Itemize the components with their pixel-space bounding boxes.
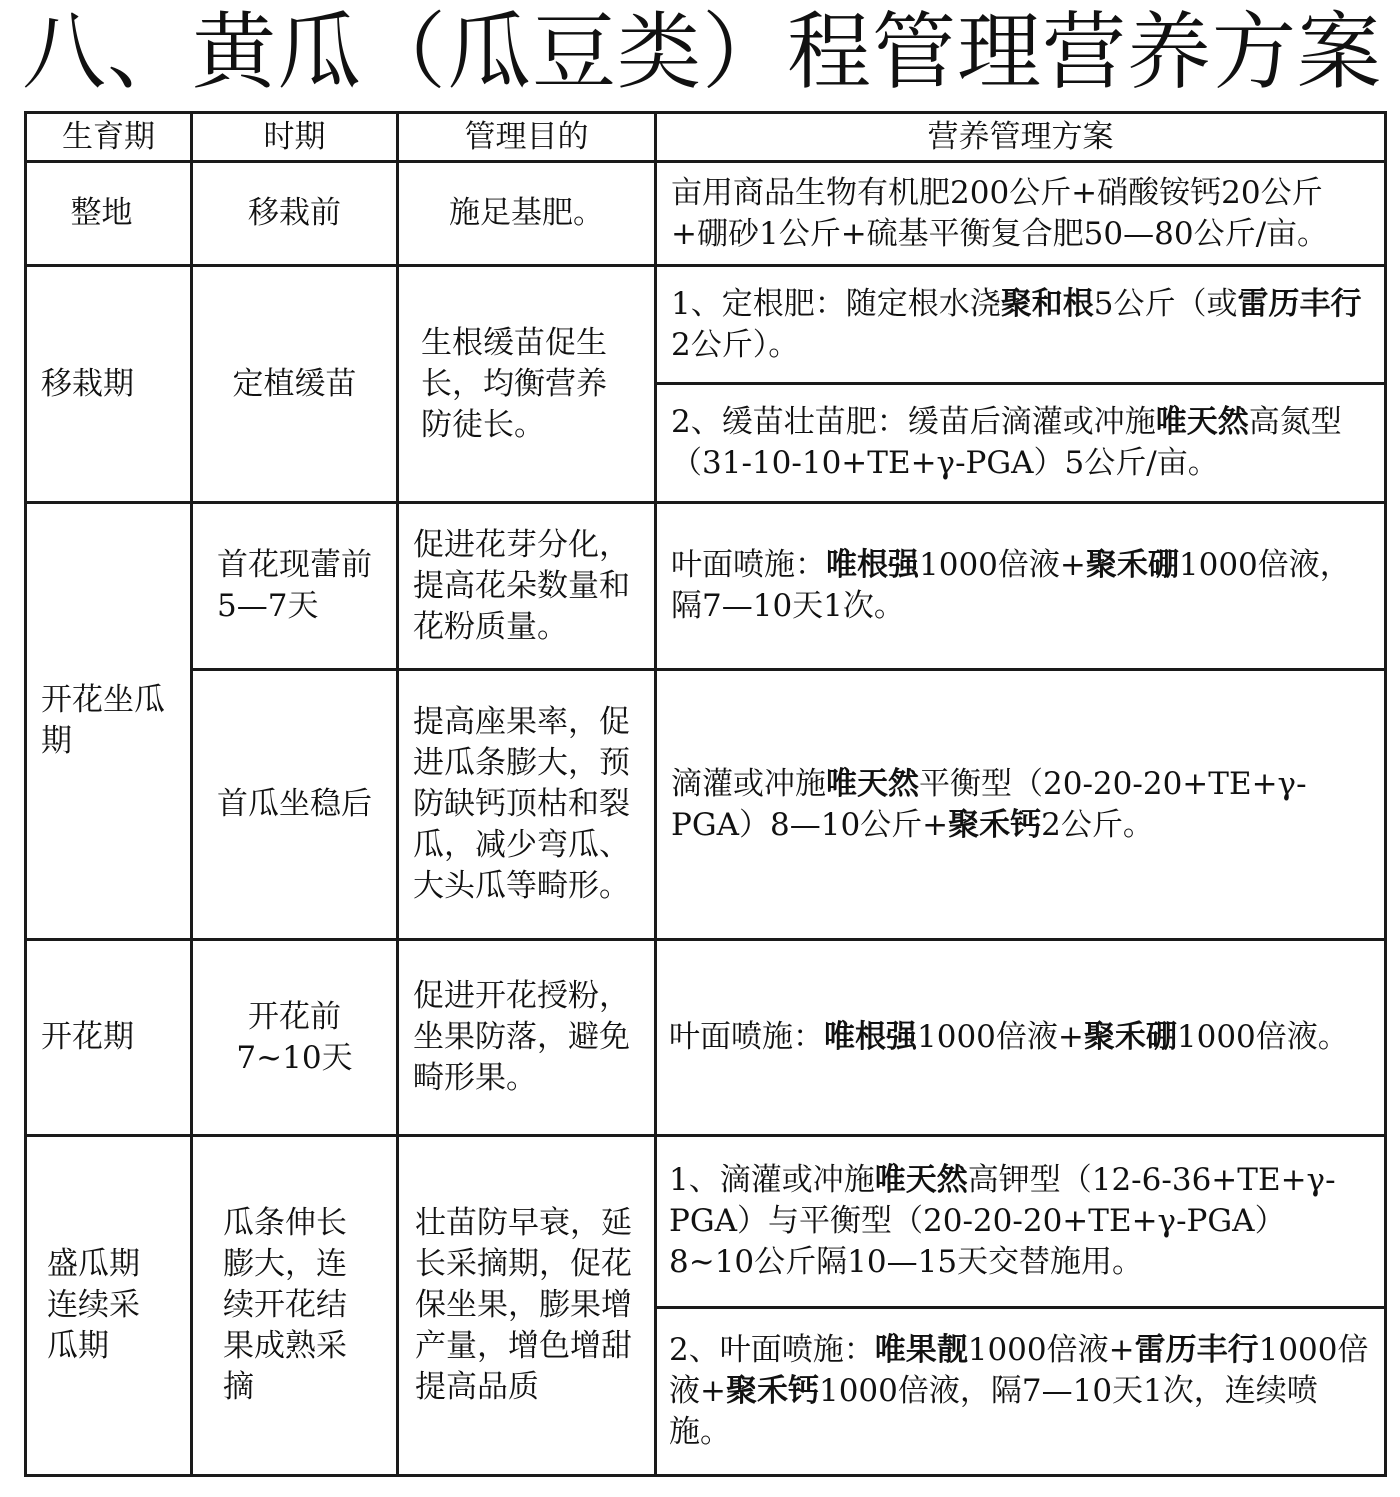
plan-text: 1、定根肥：随定根水浇 [671, 285, 1001, 322]
product-name: 聚禾硼 [1085, 547, 1179, 583]
product-name: 聚禾钙 [948, 806, 1042, 843]
plan-cell [656, 503, 1386, 670]
nutrition-plan-table [24, 111, 1387, 1477]
period-cell: 移栽前 [192, 162, 398, 266]
plan-text: 叶面喷施： [669, 1019, 824, 1055]
plan-text: 高氮型（31-10-10+TE+γ-PGA）5公斤/亩。 [671, 404, 1342, 481]
plan-cell [656, 384, 1386, 503]
header-goal: 管理目的 [398, 113, 656, 162]
goal-cell: 促进花芽分化，提高花朵数量和花粉质量。 [398, 503, 656, 670]
product-name: 唯果靓 [874, 1332, 968, 1368]
period-cell: 瓜条伸长膨大，连续开花结果成熟采摘 [192, 1136, 398, 1476]
period-cell: 首花现蕾前5—7天 [192, 503, 398, 670]
table-row [26, 1136, 1386, 1308]
plan-text: 1000倍液+ [919, 547, 1086, 583]
plan-text: 5公斤（或 [1093, 285, 1238, 322]
plan-cell [656, 940, 1386, 1136]
goal-cell: 提高座果率，促进瓜条膨大，预防缺钙顶枯和裂瓜，减少弯瓜、大头瓜等畸形。 [398, 670, 656, 940]
goal-cell: 生根缓苗促生长，均衡营养防徒长。 [398, 266, 656, 503]
plan-text: 1、滴灌或冲施 [669, 1162, 875, 1198]
stage-cell: 盛瓜期连续采瓜期 [26, 1136, 192, 1476]
product-name: 唯根强 [824, 1019, 917, 1055]
plan-text: 高钾型（12-6-36+TE+γ-PGA）与平衡型（20-20-20+TE+γ-PGA）8~10公斤隔10—15天交替施用。 [669, 1162, 1336, 1280]
stage-cell: 整地 [26, 162, 192, 266]
product-name: 唯天然 [1155, 404, 1249, 440]
plan-text: 2公斤）。 [671, 326, 800, 363]
table-row [26, 503, 1386, 670]
goal-cell: 壮苗防早衰，延长采摘期，促花保坐果，膨果增产量，增色增甜提高品质 [398, 1136, 656, 1476]
plan-cell [656, 1136, 1386, 1308]
product-name: 聚和根 [1000, 285, 1094, 322]
period-cell: 首瓜坐稳后 [192, 670, 398, 940]
plan-text: 1000倍液+ [917, 1019, 1084, 1055]
plan-cell: 亩用商品生物有机肥200公斤+硝酸铵钙20公斤+硼砂1公斤+硫基平衡复合肥50—80公斤/亩。 [656, 162, 1386, 266]
goal-cell: 施足基肥。 [398, 162, 656, 266]
plan-text: 叶面喷施： [671, 547, 826, 583]
product-name: 唯根强 [826, 547, 919, 583]
plan-text: 1000倍液，隔7—10天1次，连续喷施。 [669, 1373, 1318, 1450]
table-header-row [26, 113, 1386, 162]
plan-text: 滴灌或冲施 [671, 765, 826, 802]
product-name: 聚禾硼 [1083, 1019, 1177, 1055]
plan-cell [656, 670, 1386, 940]
table-row [26, 266, 1386, 384]
plan-text: 平衡型（20-20-20+TE+γ-PGA）8—10公斤+ [671, 765, 1307, 843]
page-title: 八、黄瓜（瓜豆类）程管理营养方案 [22, 3, 1383, 101]
plan-text: 2、缓苗壮苗肥：缓苗后滴灌或冲施 [671, 404, 1156, 440]
period-cell: 定植缓苗 [192, 266, 398, 503]
plan-text: 1000倍液+ [967, 1332, 1135, 1368]
goal-cell: 促进开花授粉，坐果防落，避免畸形果。 [398, 940, 656, 1136]
plan-text: 1000倍液+ [669, 1332, 1369, 1409]
plan-text: 2公斤。 [1041, 806, 1154, 843]
product-name: 聚禾钙 [725, 1373, 819, 1409]
product-name: 雷历丰行 [1134, 1332, 1259, 1368]
product-name: 唯天然 [874, 1162, 968, 1198]
table-row [26, 670, 1386, 940]
table-row [26, 940, 1386, 1136]
header-stage: 生育期 [26, 113, 192, 162]
stage-cell: 移栽期 [26, 266, 192, 503]
stage-cell: 开花坐瓜期 [26, 503, 192, 940]
plan-text: 2、叶面喷施： [669, 1332, 875, 1368]
header-period: 时期 [192, 113, 398, 162]
product-name: 唯天然 [826, 765, 919, 802]
period-cell: 开花前7~10天 [192, 940, 398, 1136]
plan-text: 1000倍液。 [1176, 1019, 1349, 1055]
header-plan: 营养管理方案 [656, 113, 1386, 162]
table-row [26, 162, 1386, 266]
plan-cell [656, 1308, 1386, 1476]
plan-cell [656, 266, 1386, 384]
plan-text: 1000倍液，隔7—10天1次。 [671, 547, 1351, 624]
product-name: 雷历丰行 [1237, 285, 1362, 322]
stage-cell: 开花期 [26, 940, 192, 1136]
